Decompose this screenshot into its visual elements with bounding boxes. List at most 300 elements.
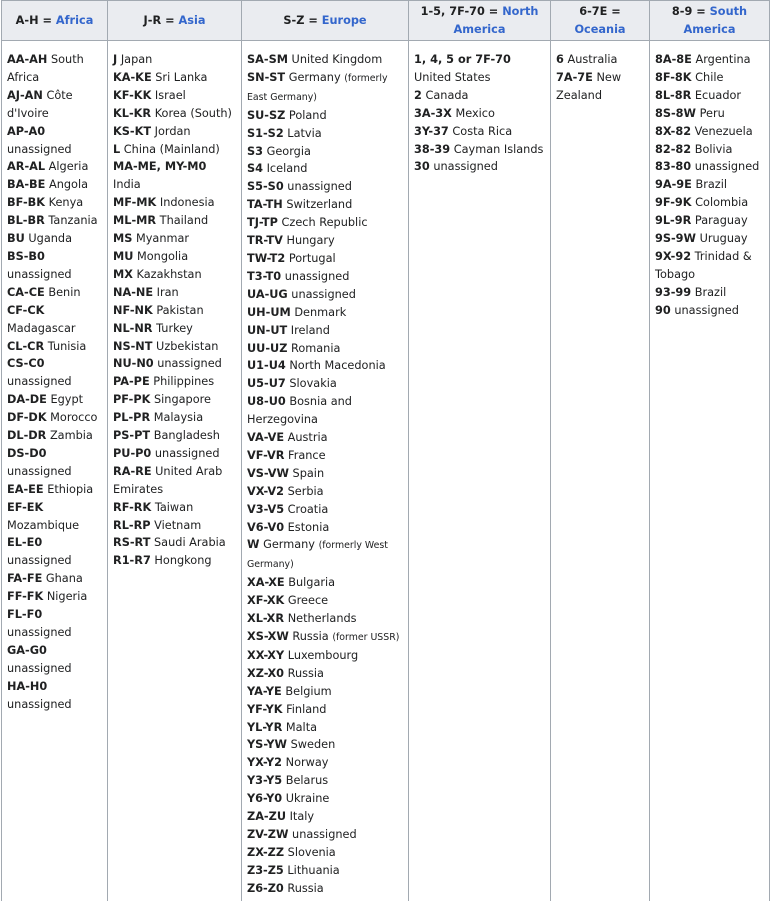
wmi-entry xyxy=(247,178,403,196)
country-name: Mozambique xyxy=(7,519,79,532)
header-row xyxy=(2,1,770,41)
wmi-code: DA-DE xyxy=(7,393,47,406)
wmi-entry xyxy=(7,409,102,427)
wmi-code: 8A-8E xyxy=(655,53,692,66)
wmi-code: VX-V2 xyxy=(247,485,284,498)
wmi-entry xyxy=(655,194,764,212)
country-name: Germany xyxy=(263,538,315,551)
wmi-code: J xyxy=(113,53,117,66)
wmi-entry xyxy=(7,499,102,535)
country-name: Taiwan xyxy=(155,501,193,514)
country-name: Bolivia xyxy=(695,143,733,156)
country-name: Peru xyxy=(700,107,725,120)
wmi-code: YX-Y2 xyxy=(247,756,282,769)
wmi-entry xyxy=(113,158,236,194)
country-name: Uzbekistan xyxy=(156,340,218,353)
country-name: Sri Lanka xyxy=(155,71,207,84)
country-name: Latvia xyxy=(287,127,321,140)
wmi-entry xyxy=(556,69,644,105)
wmi-code: RF-RK xyxy=(113,501,151,514)
wmi-code: GA-G0 xyxy=(7,644,47,657)
wmi-entry xyxy=(655,123,764,141)
wmi-entry xyxy=(655,302,764,320)
wmi-code: S3 xyxy=(247,145,263,158)
country-note: (former USSR) xyxy=(332,632,399,643)
country-name: Nigeria xyxy=(47,590,87,603)
header-asia: J-R = Asia xyxy=(108,1,242,41)
wmi-code: U8-U0 xyxy=(247,395,286,408)
wmi-code: BU xyxy=(7,232,25,245)
country-name: Kazakhstan xyxy=(137,268,202,281)
country-name: Algeria xyxy=(49,160,89,173)
country-name: Côte d'Ivoire xyxy=(7,89,73,120)
wmi-code: XS-XW xyxy=(247,630,289,643)
country-name: Belarus xyxy=(286,774,328,787)
wmi-entry xyxy=(247,465,403,483)
wmi-code: UH-UM xyxy=(247,306,291,319)
wmi-entry xyxy=(113,391,236,409)
wmi-entry xyxy=(247,754,403,772)
wmi-entry xyxy=(247,683,403,701)
column-africa xyxy=(2,41,108,901)
wmi-entry xyxy=(556,51,644,69)
wmi-entry xyxy=(247,107,403,125)
country-name: United States xyxy=(414,71,491,84)
country-name: unassigned xyxy=(7,554,72,567)
wmi-entry xyxy=(414,51,545,87)
country-name: Spain xyxy=(293,467,325,480)
country-name: unassigned xyxy=(155,447,220,460)
country-name: Netherlands xyxy=(288,612,357,625)
wmi-code: UU-UZ xyxy=(247,342,287,355)
wmi-entry xyxy=(247,429,403,447)
wmi-entry xyxy=(113,230,236,248)
column-asia xyxy=(108,41,242,901)
country-name: Mexico xyxy=(455,107,494,120)
country-name: Ecuador xyxy=(695,89,741,102)
wmi-code: S4 xyxy=(247,162,263,175)
wmi-code: KA-KE xyxy=(113,71,152,84)
country-name: unassigned xyxy=(433,160,498,173)
country-name: Denmark xyxy=(294,306,346,319)
wmi-code: SU-SZ xyxy=(247,109,285,122)
country-name: Angola xyxy=(49,178,88,191)
wmi-code: AJ-AN xyxy=(7,89,43,102)
country-name: Japan xyxy=(121,53,153,66)
wmi-code: Y3-Y5 xyxy=(247,774,282,787)
country-name: Finland xyxy=(286,703,326,716)
wmi-code: MA-ME, MY-M0 xyxy=(113,160,206,173)
wmi-entry xyxy=(655,87,764,105)
wmi-entry xyxy=(655,248,764,284)
country-name: unassigned xyxy=(7,143,72,156)
country-name: China (Mainland) xyxy=(124,143,220,156)
country-name: Austria xyxy=(288,431,328,444)
wmi-code: 9F-9K xyxy=(655,196,692,209)
wmi-code: 8L-8R xyxy=(655,89,691,102)
wmi-entry xyxy=(113,320,236,338)
wmi-code: TA-TH xyxy=(247,198,283,211)
country-name: unassigned xyxy=(7,662,72,675)
wmi-code: Y6-Y0 xyxy=(247,792,282,805)
wmi-entry xyxy=(7,678,102,714)
country-name: Estonia xyxy=(288,521,330,534)
country-name: Bosnia and Herzegovina xyxy=(247,395,352,426)
wmi-code: NS-NT xyxy=(113,340,152,353)
country-name: Iran xyxy=(157,286,179,299)
country-name: Morocco xyxy=(50,411,97,424)
wmi-entry xyxy=(414,123,545,141)
wmi-entry xyxy=(113,69,236,87)
wmi-code: RL-RP xyxy=(113,519,151,532)
wmi-entry xyxy=(113,463,236,499)
wmi-entry xyxy=(655,158,764,176)
wmi-entry xyxy=(655,176,764,194)
wmi-code: PA-PE xyxy=(113,375,150,388)
country-name: Canada xyxy=(425,89,468,102)
wmi-entry xyxy=(7,230,102,248)
oceania-link[interactable]: Oceania xyxy=(574,23,625,36)
wmi-entry xyxy=(7,123,102,159)
wmi-entry xyxy=(113,105,236,123)
wmi-entry xyxy=(7,642,102,678)
wmi-code: ZA-ZU xyxy=(247,810,286,823)
wmi-entry xyxy=(655,69,764,87)
wmi-code: NA-NE xyxy=(113,286,153,299)
wmi-entry xyxy=(247,536,403,574)
wmi-entry xyxy=(247,628,403,647)
header-europe: S-Z = Europe xyxy=(242,1,409,41)
country-name: Ireland xyxy=(291,324,330,337)
wmi-entry xyxy=(655,51,764,69)
country-name: unassigned xyxy=(7,465,72,478)
wmi-code: ZV-ZW xyxy=(247,828,288,841)
country-note: (formerly West Germany) xyxy=(247,540,388,570)
wmi-code: XZ-X0 xyxy=(247,667,284,680)
country-name: Italy xyxy=(290,810,315,823)
country-name: South Africa xyxy=(7,53,84,84)
wmi-code: W xyxy=(247,538,259,551)
wmi-entry xyxy=(247,214,403,232)
wmi-entry xyxy=(414,141,545,159)
wmi-code: CF-CK xyxy=(7,304,44,317)
wmi-code: 9X-92 xyxy=(655,250,691,263)
wmi-entry xyxy=(113,194,236,212)
wmi-entry xyxy=(247,844,403,862)
wmi-code: DS-D0 xyxy=(7,447,46,460)
wmi-entry xyxy=(7,87,102,123)
wmi-code: PF-PK xyxy=(113,393,150,406)
wmi-code: 2 xyxy=(414,89,422,102)
country-name: Georgia xyxy=(267,145,311,158)
wmi-entry xyxy=(247,393,403,429)
wmi-code: Z6-Z0 xyxy=(247,882,284,895)
wmi-entry xyxy=(113,445,236,463)
wmi-entry xyxy=(7,606,102,642)
wmi-code: 8F-8K xyxy=(655,71,692,84)
wmi-region-table xyxy=(1,0,770,901)
wmi-entry xyxy=(655,105,764,123)
wmi-entry xyxy=(247,790,403,808)
wmi-entry xyxy=(247,160,403,178)
column-oceania xyxy=(551,41,650,901)
wmi-code: HA-H0 xyxy=(7,680,47,693)
wmi-code: AP-A0 xyxy=(7,125,45,138)
wmi-entry xyxy=(113,355,236,373)
country-name: unassigned xyxy=(7,268,72,281)
country-name: Israel xyxy=(155,89,186,102)
wmi-entry xyxy=(247,862,403,880)
wmi-entry xyxy=(7,588,102,606)
wmi-code: DL-DR xyxy=(7,429,46,442)
wmi-entry xyxy=(247,772,403,790)
wmi-code: 3A-3X xyxy=(414,107,452,120)
country-name: unassigned xyxy=(287,180,352,193)
wmi-code: YF-YK xyxy=(247,703,283,716)
wmi-code: MU xyxy=(113,250,133,263)
wmi-code: EL-E0 xyxy=(7,536,42,549)
wmi-code: MF-MK xyxy=(113,196,156,209)
country-name: Portugal xyxy=(289,252,336,265)
country-name: Uruguay xyxy=(700,232,748,245)
country-name: Belgium xyxy=(285,685,331,698)
wmi-code: RA-RE xyxy=(113,465,152,478)
country-name: United Arab Emirates xyxy=(113,465,222,496)
north-america-link[interactable]: North America xyxy=(454,5,539,36)
wmi-entry xyxy=(247,322,403,340)
country-name: Czech Republic xyxy=(282,216,368,229)
wmi-entry xyxy=(7,534,102,570)
wmi-code: KS-KT xyxy=(113,125,151,138)
country-name: Greece xyxy=(288,594,328,607)
country-name: Jordan xyxy=(155,125,191,138)
country-name: United Kingdom xyxy=(292,53,383,66)
wmi-code: U5-U7 xyxy=(247,377,286,390)
wmi-code: VS-VW xyxy=(247,467,289,480)
wmi-entry xyxy=(7,570,102,588)
wmi-code: CS-C0 xyxy=(7,357,44,370)
country-name: Vietnam xyxy=(154,519,201,532)
wmi-code: R1-R7 xyxy=(113,554,151,567)
column-europe xyxy=(242,41,409,901)
wmi-entry xyxy=(247,357,403,375)
asia-link[interactable]: Asia xyxy=(178,14,205,27)
wmi-entry xyxy=(113,123,236,141)
country-name: Turkey xyxy=(156,322,193,335)
wmi-entry xyxy=(247,304,403,322)
country-name: Uganda xyxy=(28,232,72,245)
header-north-america: 1-5, 7F-70 = North America xyxy=(409,1,551,41)
wmi-code: MX xyxy=(113,268,133,281)
wmi-entry xyxy=(113,141,236,159)
wmi-code: YA-YE xyxy=(247,685,282,698)
country-name: Singapore xyxy=(154,393,211,406)
country-name: Luxembourg xyxy=(288,649,358,662)
wmi-entry xyxy=(247,340,403,358)
wmi-code: SN-ST xyxy=(247,71,285,84)
wmi-entry xyxy=(113,534,236,552)
wmi-entry xyxy=(7,302,102,338)
wmi-entry xyxy=(113,499,236,517)
wmi-entry xyxy=(247,250,403,268)
wmi-entry xyxy=(247,501,403,519)
wmi-code: 9S-9W xyxy=(655,232,696,245)
country-name: unassigned xyxy=(7,375,72,388)
wmi-entry xyxy=(113,51,236,69)
country-name: Serbia xyxy=(288,485,324,498)
header-oceania: 6-7E = Oceania xyxy=(551,1,650,41)
wmi-entry xyxy=(7,284,102,302)
wmi-code: V3-V5 xyxy=(247,503,284,516)
country-name: unassigned xyxy=(285,270,350,283)
country-name: Venezuela xyxy=(695,125,753,138)
wmi-code: 9L-9R xyxy=(655,214,691,227)
wmi-code: FF-FK xyxy=(7,590,43,603)
europe-link[interactable]: Europe xyxy=(322,14,367,27)
country-name: Hungary xyxy=(286,234,334,247)
wmi-entry xyxy=(247,880,403,898)
wmi-entry xyxy=(113,517,236,535)
wmi-entry xyxy=(655,141,764,159)
wmi-entry xyxy=(247,69,403,107)
wmi-entry xyxy=(247,447,403,465)
wmi-code: YS-YW xyxy=(247,738,287,751)
wmi-code: BA-BE xyxy=(7,178,45,191)
country-name: Hongkong xyxy=(154,554,211,567)
country-name: Sweden xyxy=(291,738,336,751)
wmi-code: S5-S0 xyxy=(247,180,284,193)
wmi-code: T3-T0 xyxy=(247,270,281,283)
country-name: Paraguay xyxy=(695,214,748,227)
wmi-code: L xyxy=(113,143,120,156)
country-name: Switzerland xyxy=(286,198,352,211)
wmi-code: 82-82 xyxy=(655,143,691,156)
wmi-entry xyxy=(7,391,102,409)
country-name: Philippines xyxy=(153,375,214,388)
country-name: Norway xyxy=(286,756,329,769)
wmi-code: MS xyxy=(113,232,132,245)
wmi-entry xyxy=(414,158,545,176)
country-name: Russia xyxy=(287,882,323,895)
wmi-code: 30 xyxy=(414,160,430,173)
country-name: Mongolia xyxy=(137,250,188,263)
wmi-code: NU-N0 xyxy=(113,357,154,370)
country-name: Colombia xyxy=(695,196,748,209)
country-name: Indonesia xyxy=(160,196,215,209)
wmi-entry xyxy=(247,286,403,304)
country-name: Australia xyxy=(567,53,617,66)
country-name: Argentina xyxy=(695,53,750,66)
wmi-entry xyxy=(7,51,102,87)
wmi-code: EF-EK xyxy=(7,501,43,514)
country-name: India xyxy=(113,178,141,191)
wmi-code: 8X-82 xyxy=(655,125,691,138)
wmi-entry xyxy=(113,248,236,266)
wmi-code: AA-AH xyxy=(7,53,47,66)
south-america-link[interactable]: South America xyxy=(684,5,748,36)
wmi-entry xyxy=(113,266,236,284)
wmi-code: BL-BR xyxy=(7,214,45,227)
africa-link[interactable]: Africa xyxy=(56,14,93,27)
wmi-entry xyxy=(7,194,102,212)
wmi-entry xyxy=(655,230,764,248)
wmi-entry xyxy=(247,592,403,610)
wmi-code: ML-MR xyxy=(113,214,156,227)
wmi-entry xyxy=(247,232,403,250)
wmi-entry xyxy=(247,51,403,69)
wmi-code: RS-RT xyxy=(113,536,150,549)
country-name: Malaysia xyxy=(154,411,203,424)
wmi-entry xyxy=(7,176,102,194)
country-name: Benin xyxy=(48,286,80,299)
wmi-code: FA-FE xyxy=(7,572,42,585)
wmi-entry xyxy=(247,268,403,286)
wmi-entry xyxy=(247,719,403,737)
country-name: Lithuania xyxy=(287,864,339,877)
country-name: Costa Rica xyxy=(452,125,512,138)
wmi-code: EA-EE xyxy=(7,483,44,496)
wmi-entry xyxy=(247,610,403,628)
wmi-code: KL-KR xyxy=(113,107,151,120)
wmi-code: NF-NK xyxy=(113,304,153,317)
wmi-code: CA-CE xyxy=(7,286,45,299)
wmi-entry xyxy=(7,481,102,499)
country-name: Saudi Arabia xyxy=(154,536,226,549)
wmi-code: VA-VE xyxy=(247,431,284,444)
country-name: unassigned xyxy=(292,828,357,841)
country-name: unassigned xyxy=(7,698,72,711)
country-name: Ukraine xyxy=(286,792,330,805)
wmi-entry xyxy=(247,143,403,161)
country-name: Germany xyxy=(289,71,341,84)
country-name: unassigned xyxy=(7,626,72,639)
country-name: Trinidad & Tobago xyxy=(655,250,752,281)
country-note: (formerly East Germany) xyxy=(247,73,388,103)
wmi-entry xyxy=(414,105,545,123)
wmi-code: 8S-8W xyxy=(655,107,696,120)
country-name: New Zealand xyxy=(556,71,621,102)
country-name: Russia xyxy=(292,630,328,643)
wmi-entry xyxy=(7,338,102,356)
country-name: France xyxy=(288,449,326,462)
wmi-code: CL-CR xyxy=(7,340,44,353)
country-name: Ghana xyxy=(46,572,83,585)
country-name: Slovakia xyxy=(289,377,336,390)
wmi-entry xyxy=(113,302,236,320)
wmi-entry xyxy=(7,212,102,230)
wmi-code: U1-U4 xyxy=(247,359,286,372)
content-row xyxy=(2,41,770,901)
wmi-entry xyxy=(247,701,403,719)
wmi-code: 3Y-37 xyxy=(414,125,449,138)
wmi-code: TR-TV xyxy=(247,234,283,247)
wmi-entry xyxy=(247,375,403,393)
wmi-entry xyxy=(113,409,236,427)
header-africa: A-H = Africa xyxy=(2,1,108,41)
wmi-entry xyxy=(247,196,403,214)
wmi-entry xyxy=(113,552,236,570)
country-name: Madagascar xyxy=(7,322,76,335)
wmi-code: 90 xyxy=(655,304,671,317)
country-name: Myanmar xyxy=(136,232,189,245)
wmi-entry xyxy=(247,647,403,665)
wmi-code: UA-UG xyxy=(247,288,288,301)
wmi-entry xyxy=(7,445,102,481)
country-name: Korea (South) xyxy=(155,107,232,120)
country-name: Brazil xyxy=(695,286,727,299)
country-name: Ethiopia xyxy=(47,483,93,496)
country-name: Cayman Islands xyxy=(454,143,544,156)
